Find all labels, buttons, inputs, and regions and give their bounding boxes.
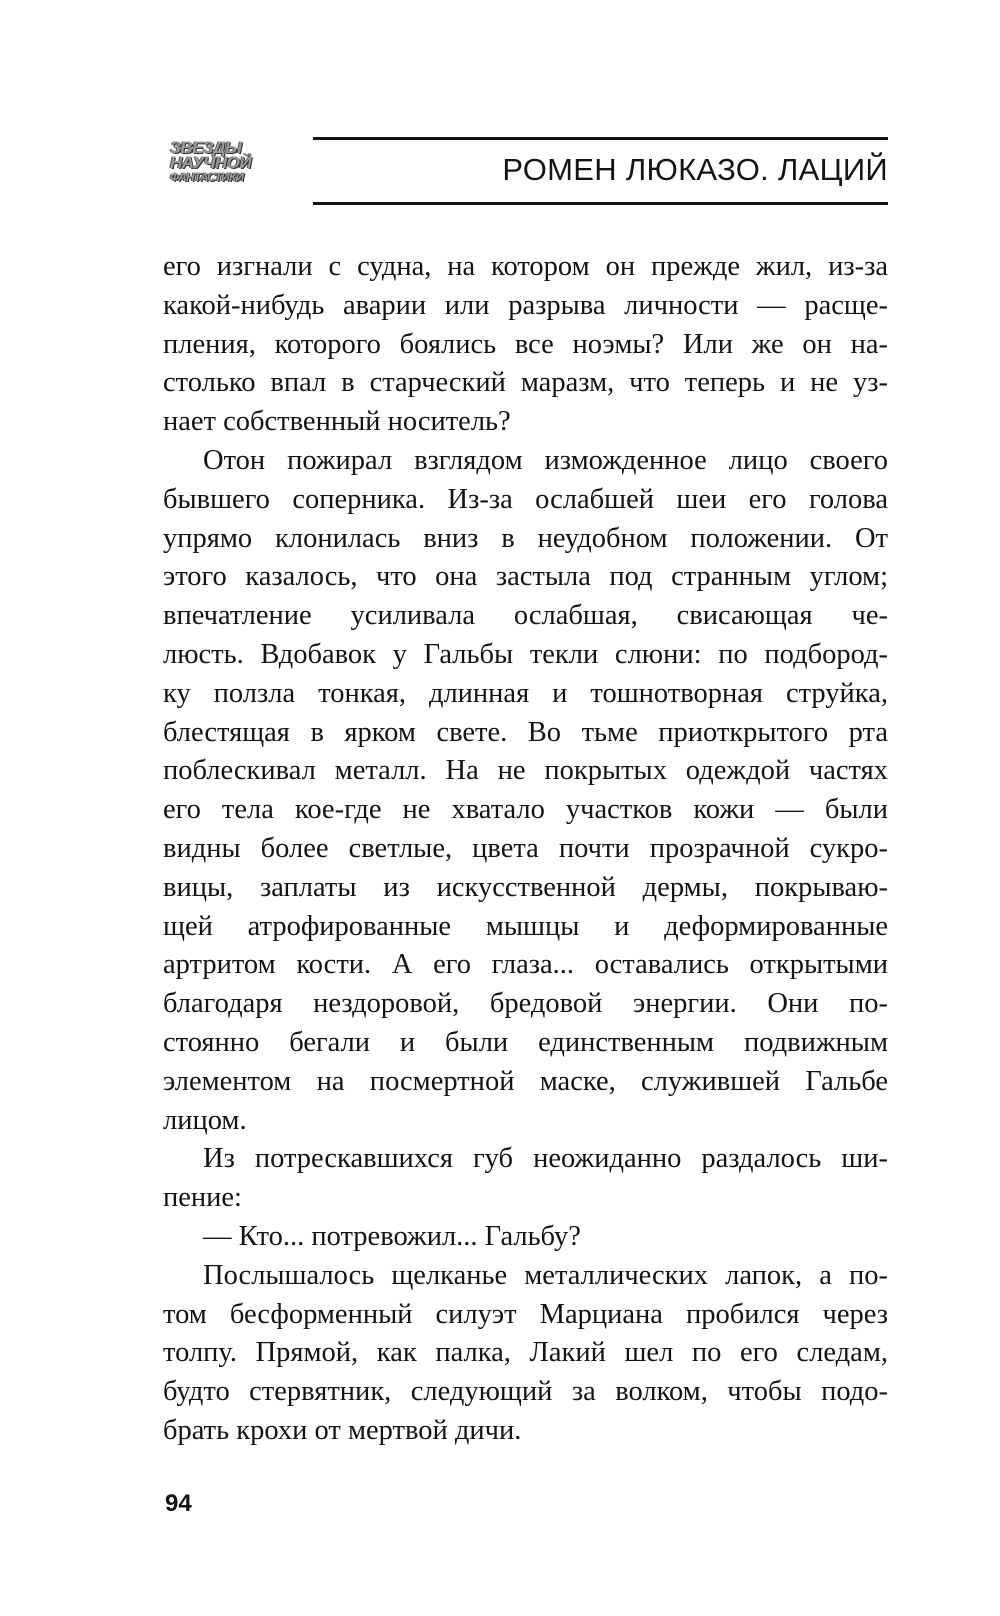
text-line: Послышалось щелканье металлических лапок, а по- — [203, 1259, 888, 1291]
text-line: этого казалось, что она застыла под странным углом; — [163, 561, 888, 593]
running-head: РОМЕН ЛЮКАЗО. ЛАЦИЙ — [502, 152, 888, 187]
text-line: пение: — [163, 1182, 242, 1214]
text-line: стоянно бегали и были единственным подвижным — [163, 1026, 888, 1058]
header-rule-bottom — [313, 202, 888, 205]
body-text — [163, 248, 888, 1451]
series-logo-line-3: ФАНТАСТИКИ — [170, 170, 244, 184]
page-number: 94 — [165, 1490, 192, 1517]
text-line: лицом. — [163, 1104, 247, 1136]
text-line: брать крохи от мертвой дичи. — [163, 1414, 522, 1446]
text-line: пления, которого боялись все ноэмы? Или же он на- — [163, 328, 888, 360]
text-line: поблескивал металл. На не покрытых одеждой частях — [163, 755, 888, 787]
dialogue-line: — Кто... потревожил... Гальбу? — [203, 1220, 581, 1252]
text-line: толпу. Прямой, как палка, Лакий шел по его следам, — [163, 1337, 888, 1369]
text-line: впечатление усиливала ослабшая, свисающая че- — [163, 600, 888, 632]
text-line: том бесформенный силуэт Марциана пробился через — [163, 1298, 888, 1330]
series-logo-line-2: НАУЧНОЙ — [170, 153, 252, 172]
text-line: артритом кости. А его глаза... оставались открытыми — [163, 949, 888, 981]
text-line: упрямо клонилась вниз в неудобном положении. От — [163, 522, 888, 554]
text-line: Из потрескавшихся губ неожиданно раздалось ши- — [203, 1143, 888, 1175]
text-line: люсть. Вдобавок у Гальбы текли слюни: по подбород- — [163, 638, 888, 670]
text-line: его изгнали с судна, на котором он прежде жил, из-за — [163, 251, 888, 282]
text-line: видны более светлые, цвета почти прозрачной сукро- — [163, 832, 888, 864]
text-line: элементом на посмертной маске, служившей Гальбе — [163, 1065, 888, 1097]
text-line: бывшего соперника. Из-за ослабшей шеи его голова — [163, 483, 888, 515]
text-line: его тела кое-где не хватало участков кожи — были — [163, 794, 888, 826]
series-logo-line-1: ЗВЕЗДЫ — [170, 138, 242, 157]
text-line: какой-нибудь аварии или разрыва личности — расще- — [163, 289, 888, 321]
text-line: вицы, заплаты из искусственной дермы, покрываю- — [163, 871, 888, 903]
text-line: благодаря нездоровой, бредовой энергии. Они по- — [163, 988, 888, 1020]
text-line: ку ползла тонкая, длинная и тошнотворная струйка, — [163, 677, 888, 709]
text-line: нает собственный носитель? — [163, 406, 511, 438]
series-logo — [170, 140, 280, 192]
header-rule-top — [313, 137, 888, 140]
text-line: Отон пожирал взглядом изможденное лицо своего — [203, 444, 888, 476]
text-line: столько впал в старческий маразм, что теперь и не уз- — [163, 367, 888, 399]
text-line: щей атрофированные мышцы и деформированные — [163, 910, 888, 942]
text-line: будто стервятник, следующий за волком, чтобы подо- — [163, 1376, 888, 1408]
text-line: блестящая в ярком свете. Во тьме приоткрытого рта — [163, 716, 888, 748]
